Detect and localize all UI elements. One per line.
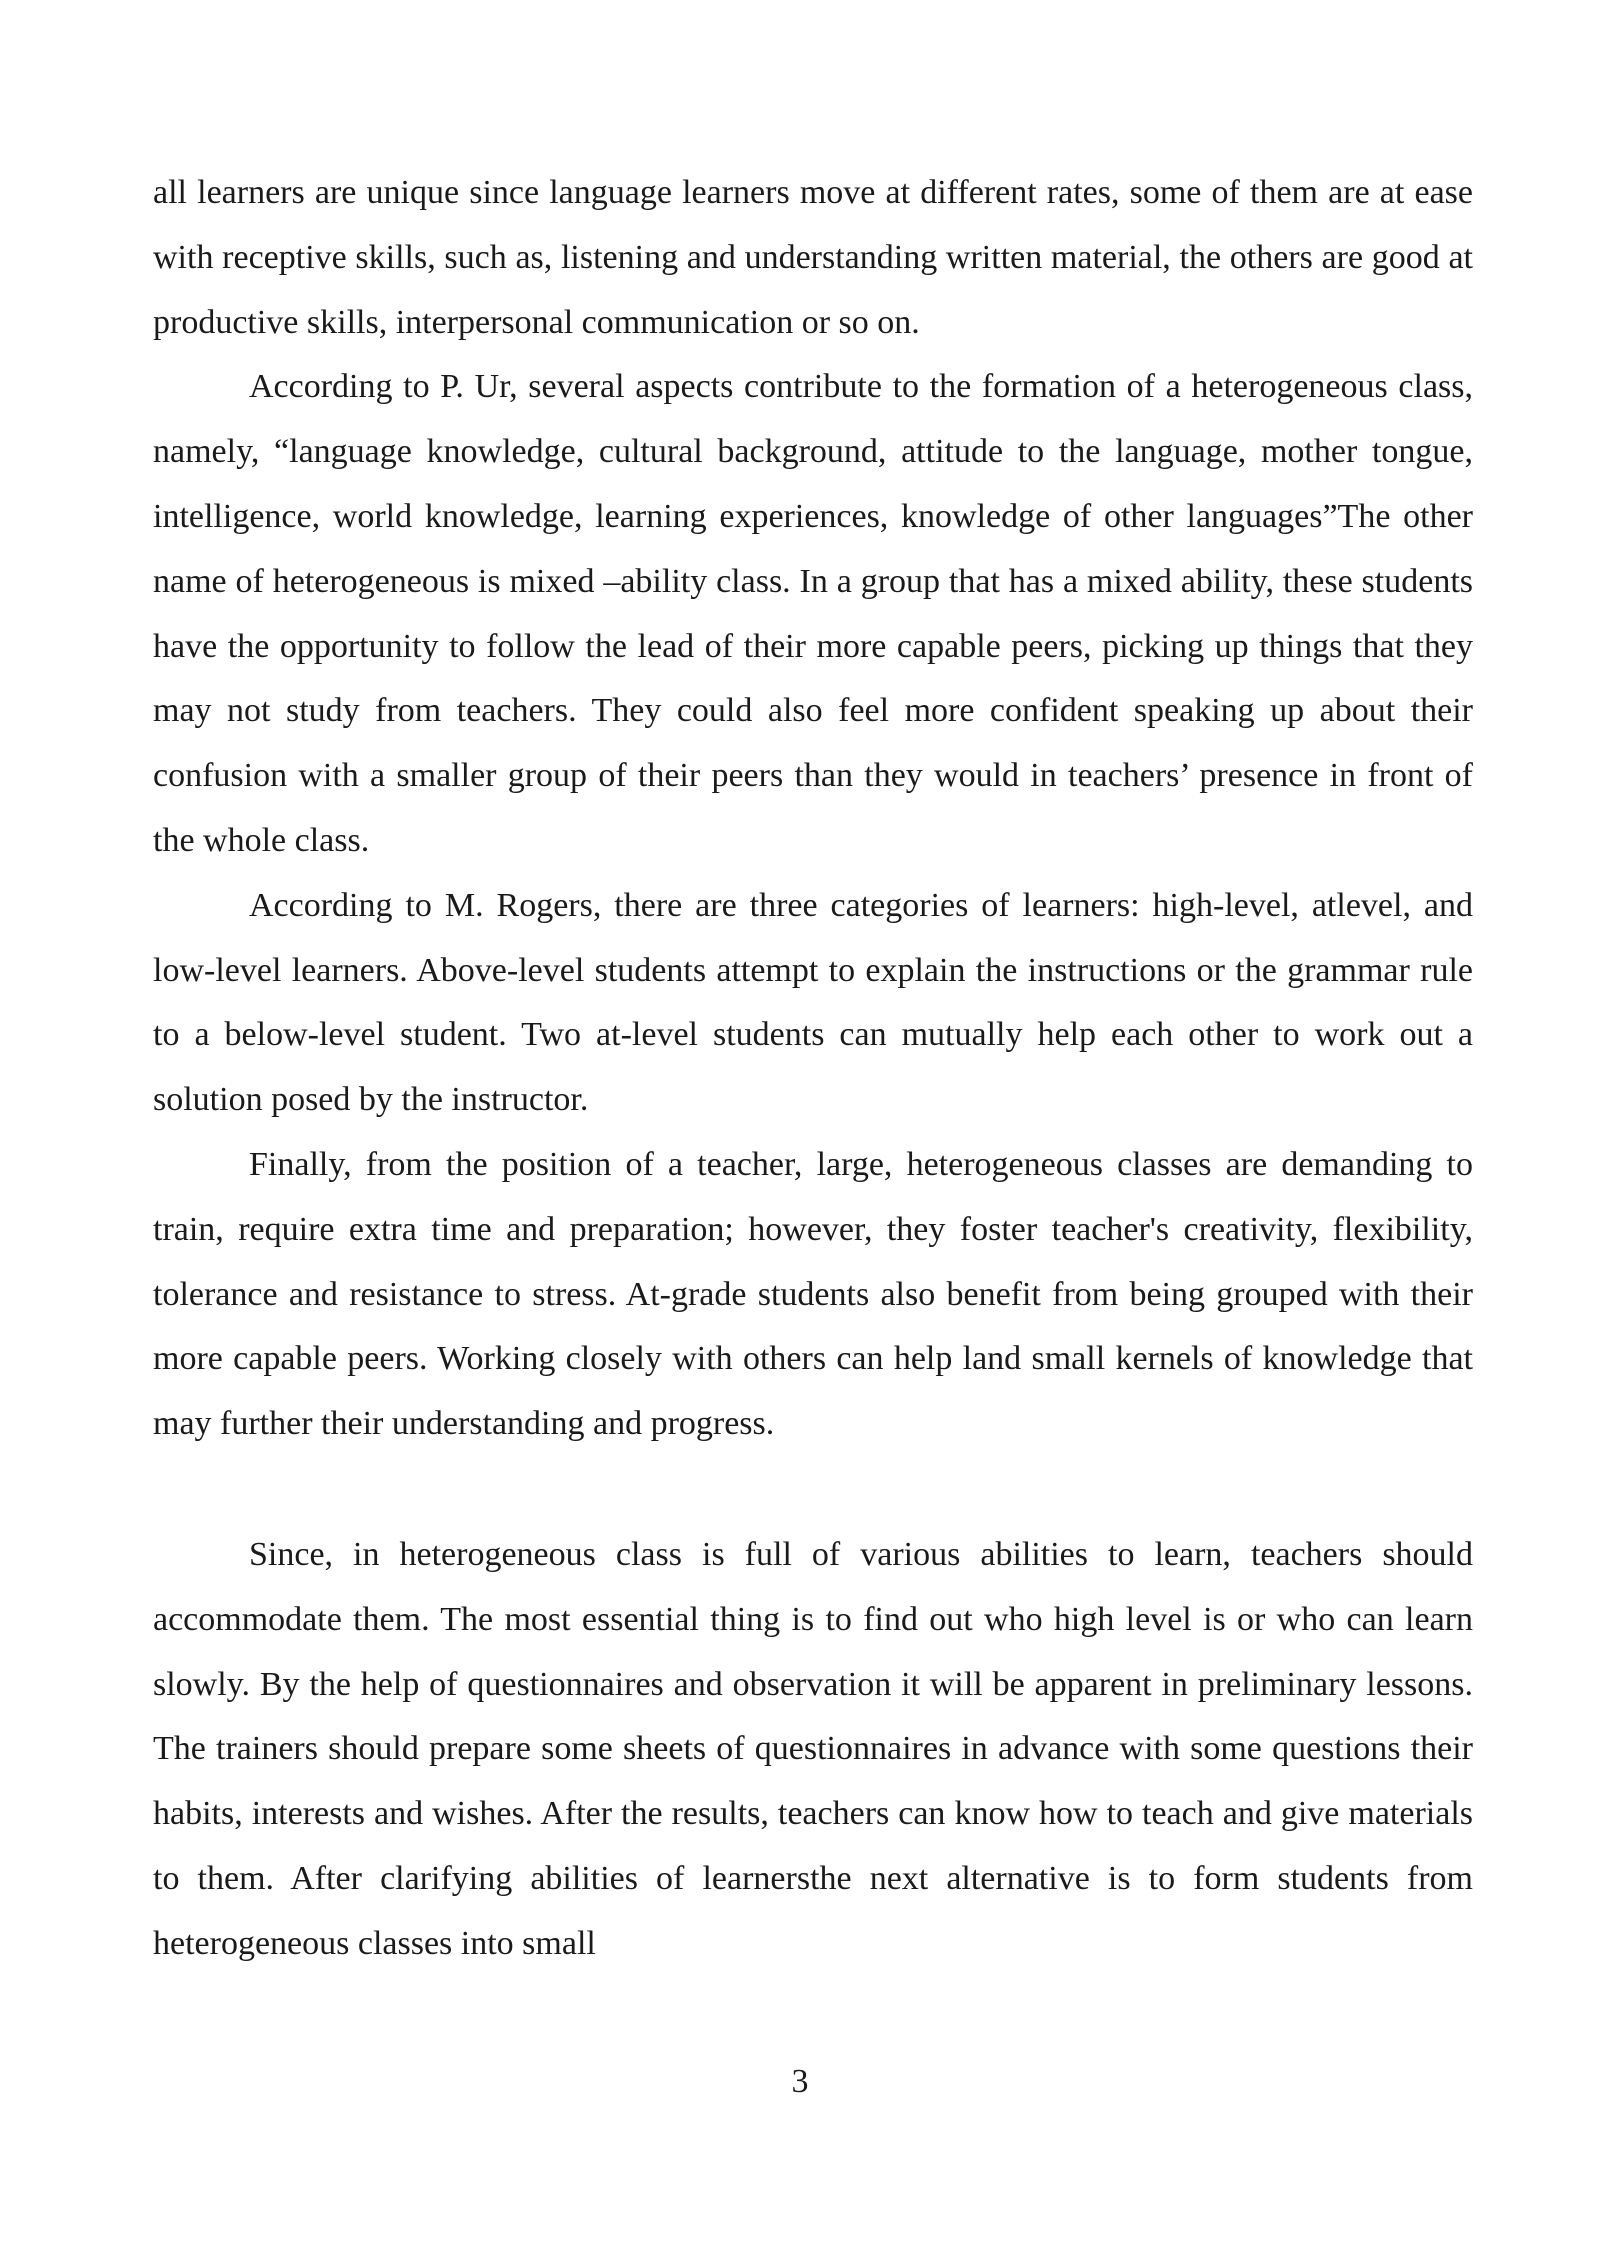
paragraph-rogers-categories: According to M. Rogers, there are three categories of learners: high-level, atlevel, and low-level learners. Above-level students attempt to explain the instructions or the grammar rule to a below-level student. Two at-level students can mutually help each other to work out a solution posed by the instructor. — [153, 886, 1473, 1119]
page-number: 3 — [791, 2063, 809, 2100]
paragraph-ur-heterogeneous-class: According to P. Ur, several aspects contribute to the formation of a heterogeneous class, namely, “language knowledge, cultural background, attitude to the language, mother tongue, intelligence, world knowledge, learning experiences, knowledge of other languages”The other name of heterogeneous is mixed –ability class. In a group that has a mixed ability, these students have the opportunity to follow the lead of their more capable peers, picking up things that they may not study from teachers. They could also feel more confident speaking up about their confusion with a smaller group of their peers than they would in teachers’ presence in front of the whole class. — [153, 368, 1473, 859]
paragraph-spacer — [153, 1457, 1473, 1523]
paragraph-learner-differences: all learners are unique since language learners move at different rates, some of them are at ease with receptive skills, such as, listening and understanding written material, the others are good at productive skills, interpersonal communication or so on. — [153, 174, 1473, 341]
body-text — [153, 161, 1473, 1977]
paragraph-teacher-position: Finally, from the position of a teacher, large, heterogeneous classes are demanding to train, require extra time and preparation; however, they foster teacher's creativity, flexibility, tolerance and resistance to stress. At-grade students also benefit from being grouped with their more capable peers. Working closely with others can help land small kernels of knowledge that may further their understanding and progress. — [153, 1145, 1473, 1443]
paragraph-accommodating-abilities: Since, in heterogeneous class is full of various abilities to learn, teachers should accommodate them. The most essential thing is to find out who high level is or who can learn slowly. By the help of questionnaires and observation it will be apparent in preliminary lessons. The trainers should prepare some sheets of questionnaires in advance with some questions their habits, interests and wishes. After the results, teachers can know how to teach and give materials to them. After clarifying abilities of learnersthe next alternative is to form students from heterogeneous classes into small — [153, 1535, 1473, 1962]
